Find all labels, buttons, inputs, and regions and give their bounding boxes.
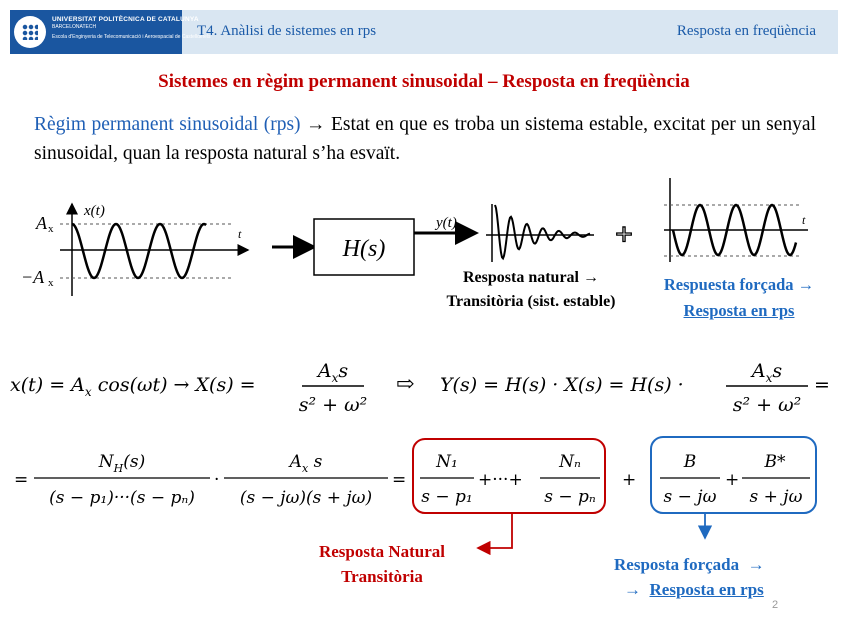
eq2-dot: ·: [214, 470, 220, 490]
forced-caption-line2: Resposta en rps: [683, 301, 795, 320]
equation-2: [14, 437, 816, 513]
eq1-numerator: $A_xs$: [317, 360, 349, 385]
eq1-equals: =: [814, 374, 830, 396]
time-label-2: t: [802, 213, 806, 227]
natural-caption-line1: Resposta natural →: [462, 269, 599, 286]
output-signal-label: y(t): [436, 215, 457, 231]
eq1-numerator-2: $A_xs$: [751, 360, 783, 385]
logo-subtitle: BARCELONATECH: [52, 24, 97, 30]
forced-response-plot: [664, 178, 808, 262]
bstar-numerator: B*: [764, 452, 786, 472]
input-signal-plot: [21, 203, 248, 296]
amp-neg-sub: x: [48, 277, 54, 289]
forced-annotation-line1: Resposta forçada →: [614, 555, 765, 574]
sum-dots: +···+: [478, 470, 523, 490]
forced-annotation: [614, 552, 765, 602]
intro-text: Estat en que es troba un sistema estable, excitat per un senyal sinusoidal, quan la resposta natural s’ha esvaït.: [34, 114, 816, 164]
page-number: 2: [772, 599, 779, 611]
eq2-plus: +: [622, 470, 637, 490]
eq2-h-denominator: (s − p₁)···(s − pₙ): [49, 488, 195, 508]
equation-1: [10, 360, 830, 416]
eq1-denominator-2: s² + ω²: [732, 394, 802, 416]
nn-numerator: Nₙ: [559, 452, 581, 472]
forced-annotation-line2: → Resposta en rps: [624, 580, 764, 599]
eq2-x-numerator: $A_x$ s: [289, 452, 323, 475]
eq2-equals: =: [392, 470, 407, 490]
b-denominator: s − jω: [663, 487, 717, 507]
intro-term: Règim permanent sinusoidal (rps): [34, 114, 301, 135]
input-signal-label: x(t): [84, 203, 105, 219]
svg-text:+: +: [725, 470, 740, 490]
course-title: T4. Anàlisi de sistemes en rps: [197, 23, 377, 39]
natural-response-caption: [414, 266, 648, 314]
system-label: H(s): [342, 236, 386, 262]
eq1-denominator: s² + ω²: [298, 394, 368, 416]
nn-denominator: s − pₙ: [544, 487, 596, 507]
natural-annotation-line2: Transitòria: [341, 567, 423, 586]
natural-caption-line2: Transitòria (sist. estable): [446, 293, 616, 310]
logo-university-name: UNIVERSITAT POLITÈCNICA DE CATALUNYA: [52, 16, 199, 23]
intro-arrow: →: [306, 114, 326, 135]
n1-numerator: N₁: [436, 452, 458, 472]
b-numerator: B: [683, 452, 697, 472]
eq1-middle: Y(s) = H(s) · X(s) = H(s) ·: [440, 374, 684, 396]
n1-denominator: s − p₁: [421, 487, 473, 507]
logo-school-name: Escola d'Enginyeria de Telecomunicació i Aeroespacial de Castelldefels: [52, 34, 211, 40]
eq2-equals-start: =: [14, 470, 29, 490]
amp-pos-label: A: [36, 213, 47, 233]
natural-connector-arrow: [478, 514, 512, 548]
natural-annotation-line1: Resposta Natural: [318, 542, 446, 561]
implies-arrow: ⇨: [396, 372, 415, 397]
natural-annotation: [292, 539, 472, 589]
eq2-x-denominator: (s − jω)(s + jω): [239, 488, 373, 508]
amp-neg-label: −A: [21, 267, 45, 287]
eq1-lhs: $x(t) = A_x$ cos(ωt) → X(s) =: [10, 374, 256, 399]
plus-sign: +: [615, 218, 633, 251]
slide-title: Sistemes en règim permanent sinusoidal – Resposta en freqüència: [158, 71, 690, 92]
amp-pos-sub: x: [48, 223, 54, 235]
natural-response-plot: [486, 204, 594, 262]
eq2-h-numerator: $N_H(s)$: [98, 452, 146, 475]
forced-caption-line1: Respuesta forçada →: [663, 275, 815, 294]
section-title: Resposta en freqüència: [676, 23, 816, 39]
forced-response-caption: [636, 272, 842, 324]
time-label: t: [238, 227, 242, 241]
bstar-denominator: s + jω: [749, 487, 803, 507]
